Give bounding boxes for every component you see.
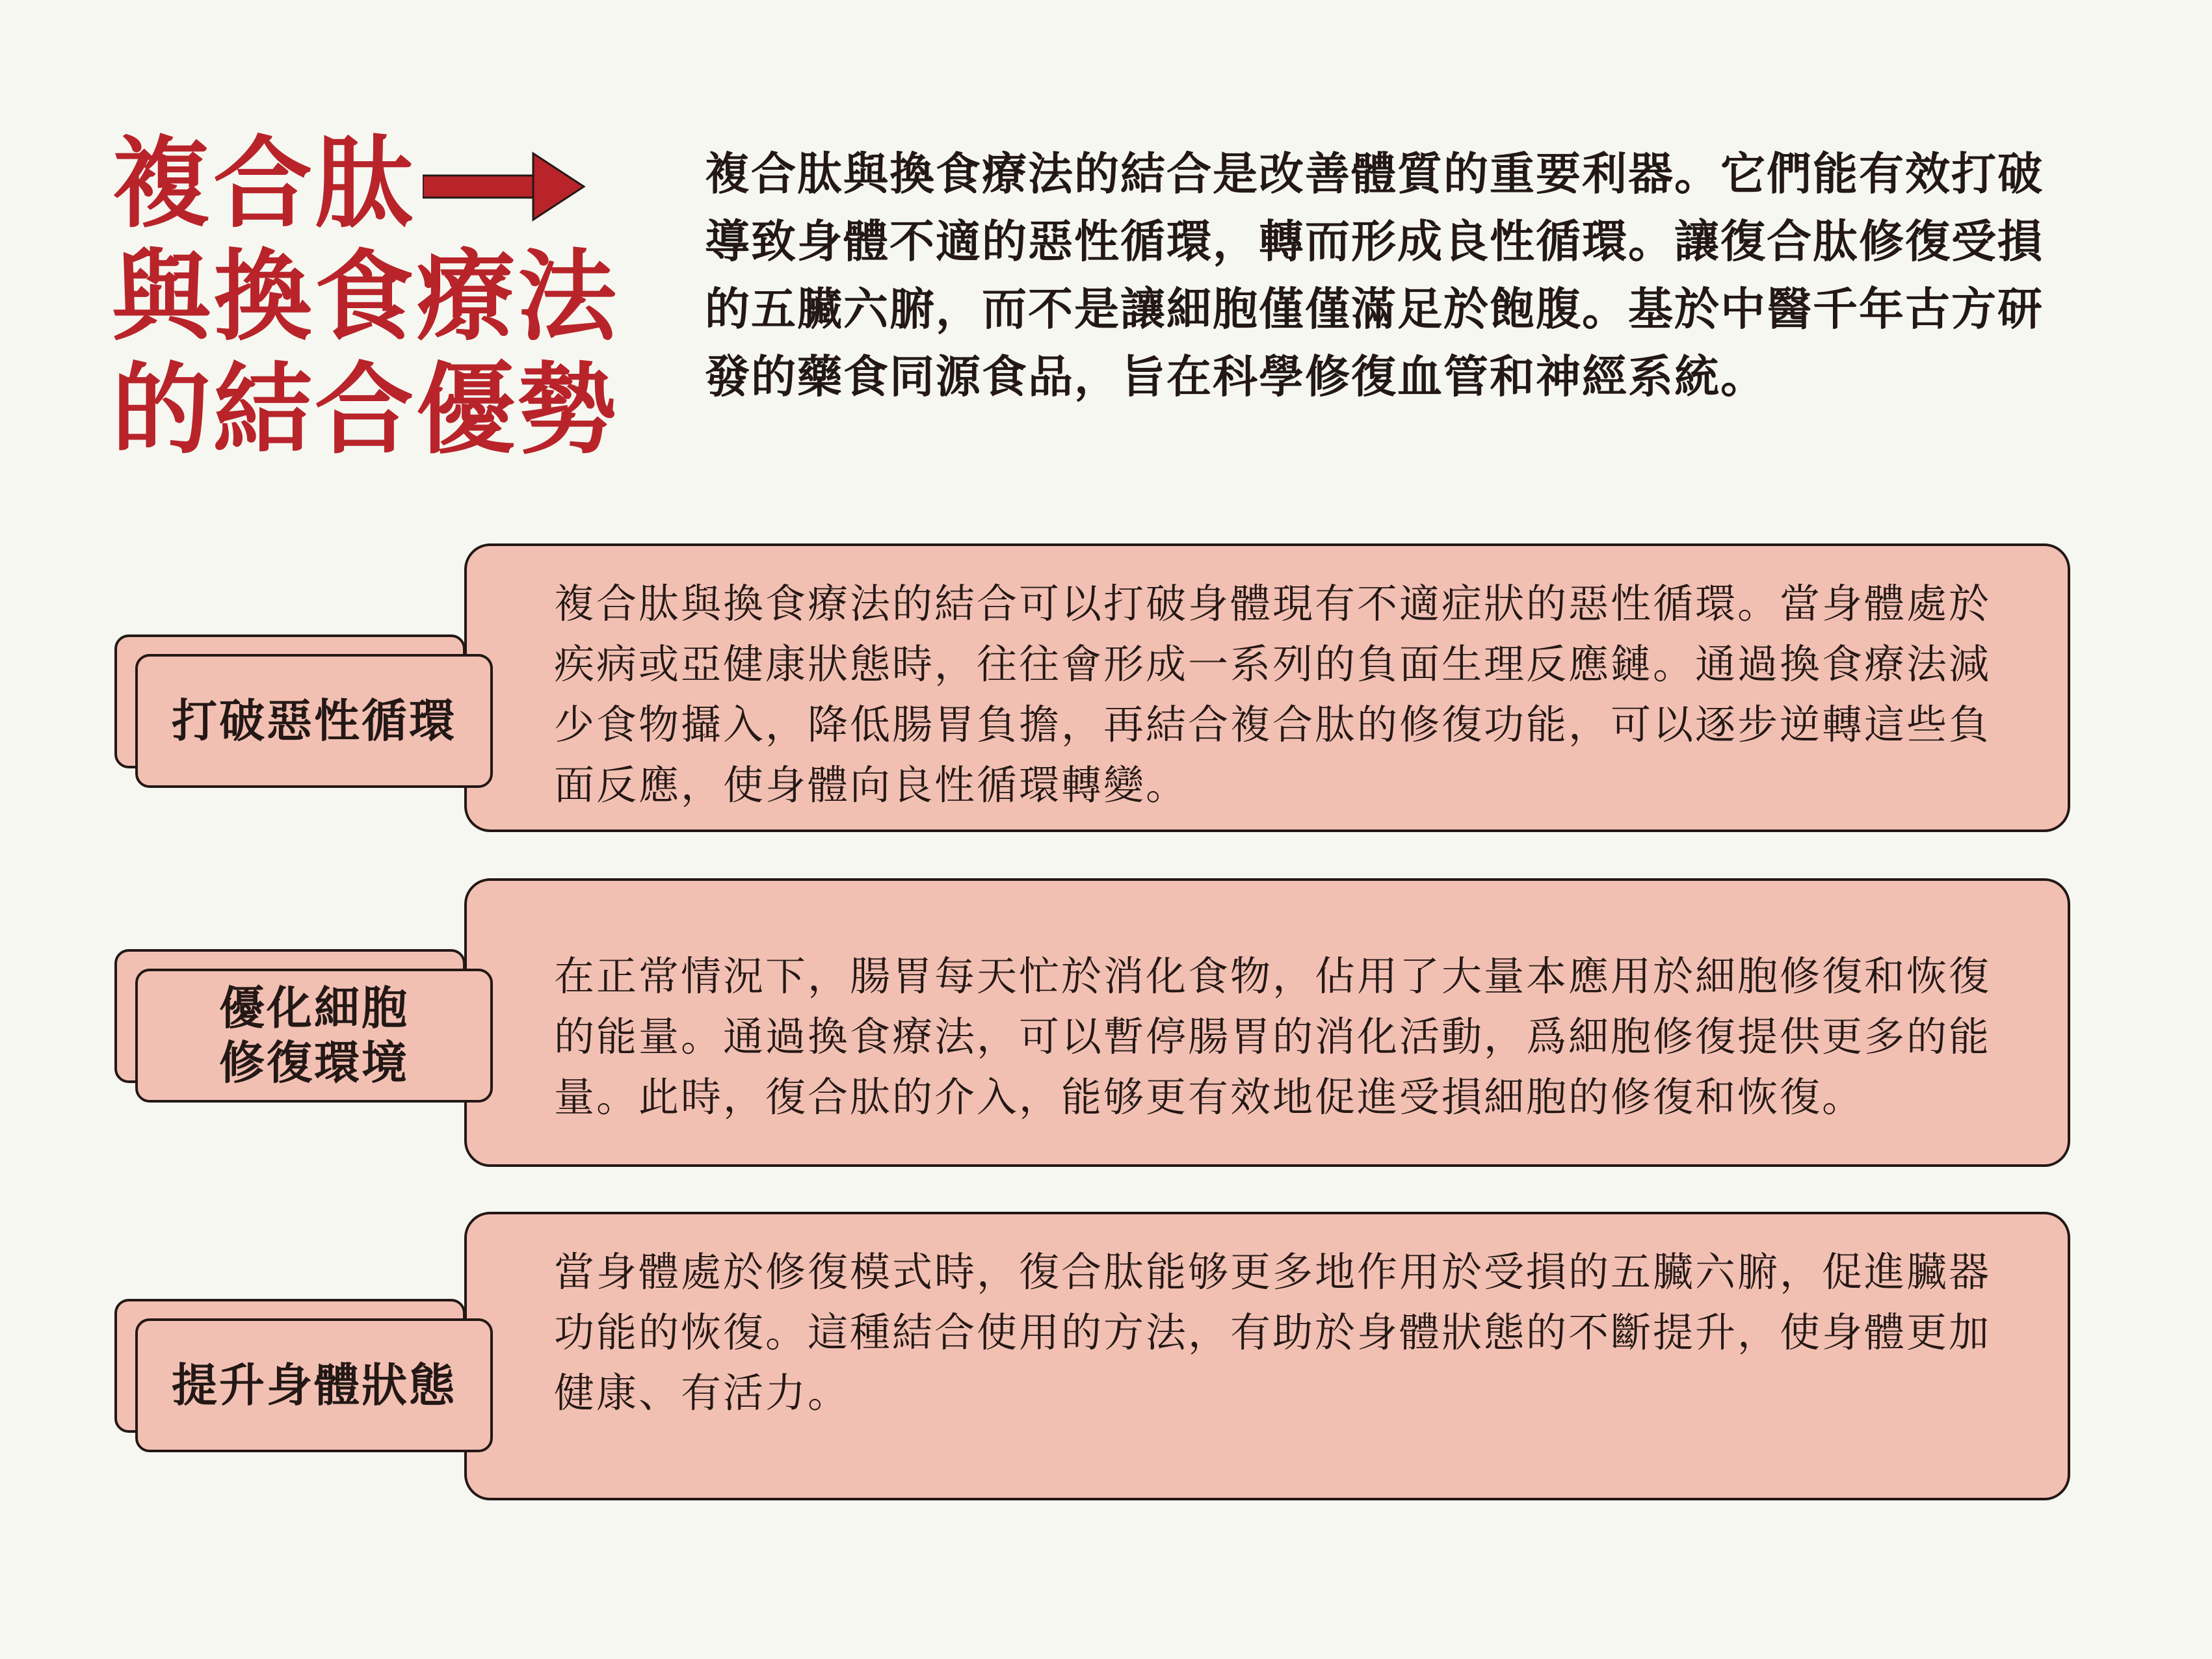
section-text: 當身體處於修復模式時，復合肽能够更多地作用於受損的五臟六腑，促進臟器功能的恢復。這種結合使用的方法，有助於身體狀態的不斷提升，使身體更加健康、有活力。	[554, 1248, 1992, 1417]
title-line-3: 的結合優勢	[112, 352, 619, 467]
section-label-line-1: 優化細胞	[219, 982, 409, 1035]
section-text: 複合肽與換食療法的結合可以打破身體現有不適症狀的惡性循環。當身體處於疾病或亞健康狀態時，往往會形成一系列的負面生理反應鏈。通過換食療法減少食物攝入，降低腸胃負擔，再結合複合肽的修復功能，可以逐步逆轉這些負面反應，使身體向良性循環轉變。	[554, 580, 1992, 809]
section-label	[135, 1318, 493, 1452]
section-label-line-2: 修復環境	[219, 1036, 409, 1090]
intro-paragraph: 複合肽與換食療法的結合是改善體質的重要利器。它們能有效打破導致身體不適的惡性循環，轉而形成良性循環。讓復合肽修復受損的五臟六腑，而不是讓細胞僅僅滿足於飽腹。基於中醫千年古方研發的藥食同源食品，旨在科學修復血管和神經系統。	[705, 148, 2044, 403]
section-card	[464, 543, 2070, 832]
title-line-2: 與換食療法	[112, 239, 619, 354]
section-text: 在正常情況下，腸胃每天忙於消化食物，佔用了大量本應用於細胞修復和恢復的能量。通過換食療法，可以暫停腸胃的消化活動，爲細胞修復提供更多的能量。此時，復合肽的介入，能够更有效地促進受損細胞的修復和恢復。	[554, 952, 1992, 1121]
title-line-1: 複合肽	[112, 126, 416, 241]
section-label-text: 打破惡性循環	[172, 694, 456, 748]
section-label	[135, 654, 493, 788]
section-label	[135, 969, 493, 1103]
section-label-text: 提升身體狀態	[172, 1359, 456, 1412]
section-card	[464, 1212, 2070, 1500]
section-card	[464, 878, 2070, 1167]
right-arrow-icon	[423, 151, 585, 222]
